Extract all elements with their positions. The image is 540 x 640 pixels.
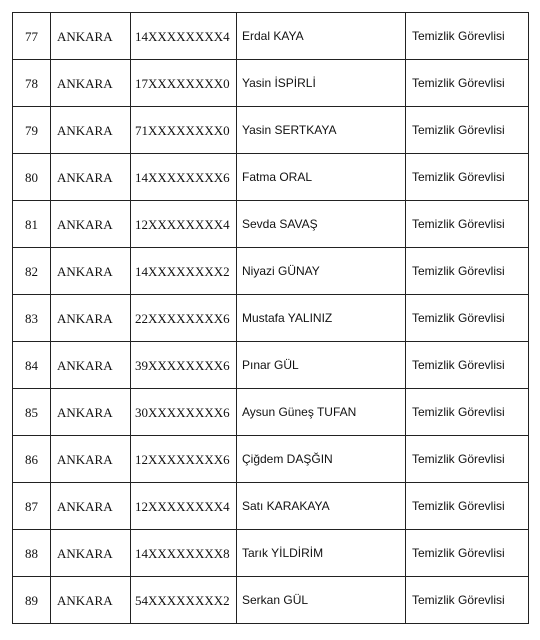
row-number: 83: [13, 295, 51, 342]
name-cell: Serkan GÜL: [237, 577, 406, 624]
city-cell: ANKARA: [51, 13, 131, 60]
row-number: 87: [13, 483, 51, 530]
row-number: 82: [13, 248, 51, 295]
row-number: 89: [13, 577, 51, 624]
row-number: 79: [13, 107, 51, 154]
id-number-cell: 39XXXXXXXX6: [131, 342, 237, 389]
table-row: [13, 342, 529, 389]
name-cell: Yasin İSPİRLİ: [237, 60, 406, 107]
row-number: 84: [13, 342, 51, 389]
city-cell: ANKARA: [51, 60, 131, 107]
table-row: [13, 13, 529, 60]
job-title-cell: Temizlik Görevlisi: [406, 201, 529, 248]
table-row: [13, 295, 529, 342]
job-title-cell: Temizlik Görevlisi: [406, 13, 529, 60]
id-number-cell: 14XXXXXXXX2: [131, 248, 237, 295]
job-title-cell: Temizlik Görevlisi: [406, 295, 529, 342]
city-cell: ANKARA: [51, 295, 131, 342]
table-row: [13, 389, 529, 436]
id-number-cell: 22XXXXXXXX6: [131, 295, 237, 342]
job-title-cell: Temizlik Görevlisi: [406, 342, 529, 389]
table-row: [13, 60, 529, 107]
city-cell: ANKARA: [51, 154, 131, 201]
id-number-cell: 17XXXXXXXX0: [131, 60, 237, 107]
city-cell: ANKARA: [51, 436, 131, 483]
table-row: [13, 530, 529, 577]
name-cell: Aysun Güneş TUFAN: [237, 389, 406, 436]
city-cell: ANKARA: [51, 342, 131, 389]
table-row: [13, 154, 529, 201]
table-row: [13, 436, 529, 483]
city-cell: ANKARA: [51, 248, 131, 295]
name-cell: Niyazi GÜNAY: [237, 248, 406, 295]
job-title-cell: Temizlik Görevlisi: [406, 248, 529, 295]
id-number-cell: 54XXXXXXXX2: [131, 577, 237, 624]
id-number-cell: 71XXXXXXXX0: [131, 107, 237, 154]
job-title-cell: Temizlik Görevlisi: [406, 107, 529, 154]
name-cell: Tarık YİLDİRİM: [237, 530, 406, 577]
id-number-cell: 12XXXXXXXX4: [131, 483, 237, 530]
table-row: [13, 201, 529, 248]
table-row: [13, 248, 529, 295]
document-page: [12, 12, 528, 624]
name-cell: Sevda SAVAŞ: [237, 201, 406, 248]
name-cell: Çiğdem DAŞĞIN: [237, 436, 406, 483]
city-cell: ANKARA: [51, 201, 131, 248]
id-number-cell: 14XXXXXXXX6: [131, 154, 237, 201]
job-title-cell: Temizlik Görevlisi: [406, 60, 529, 107]
job-title-cell: Temizlik Görevlisi: [406, 154, 529, 201]
id-number-cell: 12XXXXXXXX6: [131, 436, 237, 483]
city-cell: ANKARA: [51, 530, 131, 577]
id-number-cell: 30XXXXXXXX6: [131, 389, 237, 436]
city-cell: ANKARA: [51, 483, 131, 530]
name-cell: Fatma ORAL: [237, 154, 406, 201]
personnel-table: [12, 12, 529, 624]
row-number: 88: [13, 530, 51, 577]
job-title-cell: Temizlik Görevlisi: [406, 389, 529, 436]
name-cell: Pınar GÜL: [237, 342, 406, 389]
row-number: 86: [13, 436, 51, 483]
id-number-cell: 14XXXXXXXX8: [131, 530, 237, 577]
row-number: 81: [13, 201, 51, 248]
city-cell: ANKARA: [51, 107, 131, 154]
name-cell: Satı KARAKAYA: [237, 483, 406, 530]
name-cell: Mustafa YALINIZ: [237, 295, 406, 342]
job-title-cell: Temizlik Görevlisi: [406, 577, 529, 624]
row-number: 80: [13, 154, 51, 201]
job-title-cell: Temizlik Görevlisi: [406, 530, 529, 577]
row-number: 77: [13, 13, 51, 60]
id-number-cell: 12XXXXXXXX4: [131, 201, 237, 248]
table-row: [13, 577, 529, 624]
personnel-table-body: [13, 13, 529, 624]
city-cell: ANKARA: [51, 389, 131, 436]
name-cell: Yasin SERTKAYA: [237, 107, 406, 154]
id-number-cell: 14XXXXXXXX4: [131, 13, 237, 60]
name-cell: Erdal KAYA: [237, 13, 406, 60]
table-row: [13, 107, 529, 154]
table-row: [13, 483, 529, 530]
row-number: 85: [13, 389, 51, 436]
city-cell: ANKARA: [51, 577, 131, 624]
row-number: 78: [13, 60, 51, 107]
job-title-cell: Temizlik Görevlisi: [406, 436, 529, 483]
job-title-cell: Temizlik Görevlisi: [406, 483, 529, 530]
